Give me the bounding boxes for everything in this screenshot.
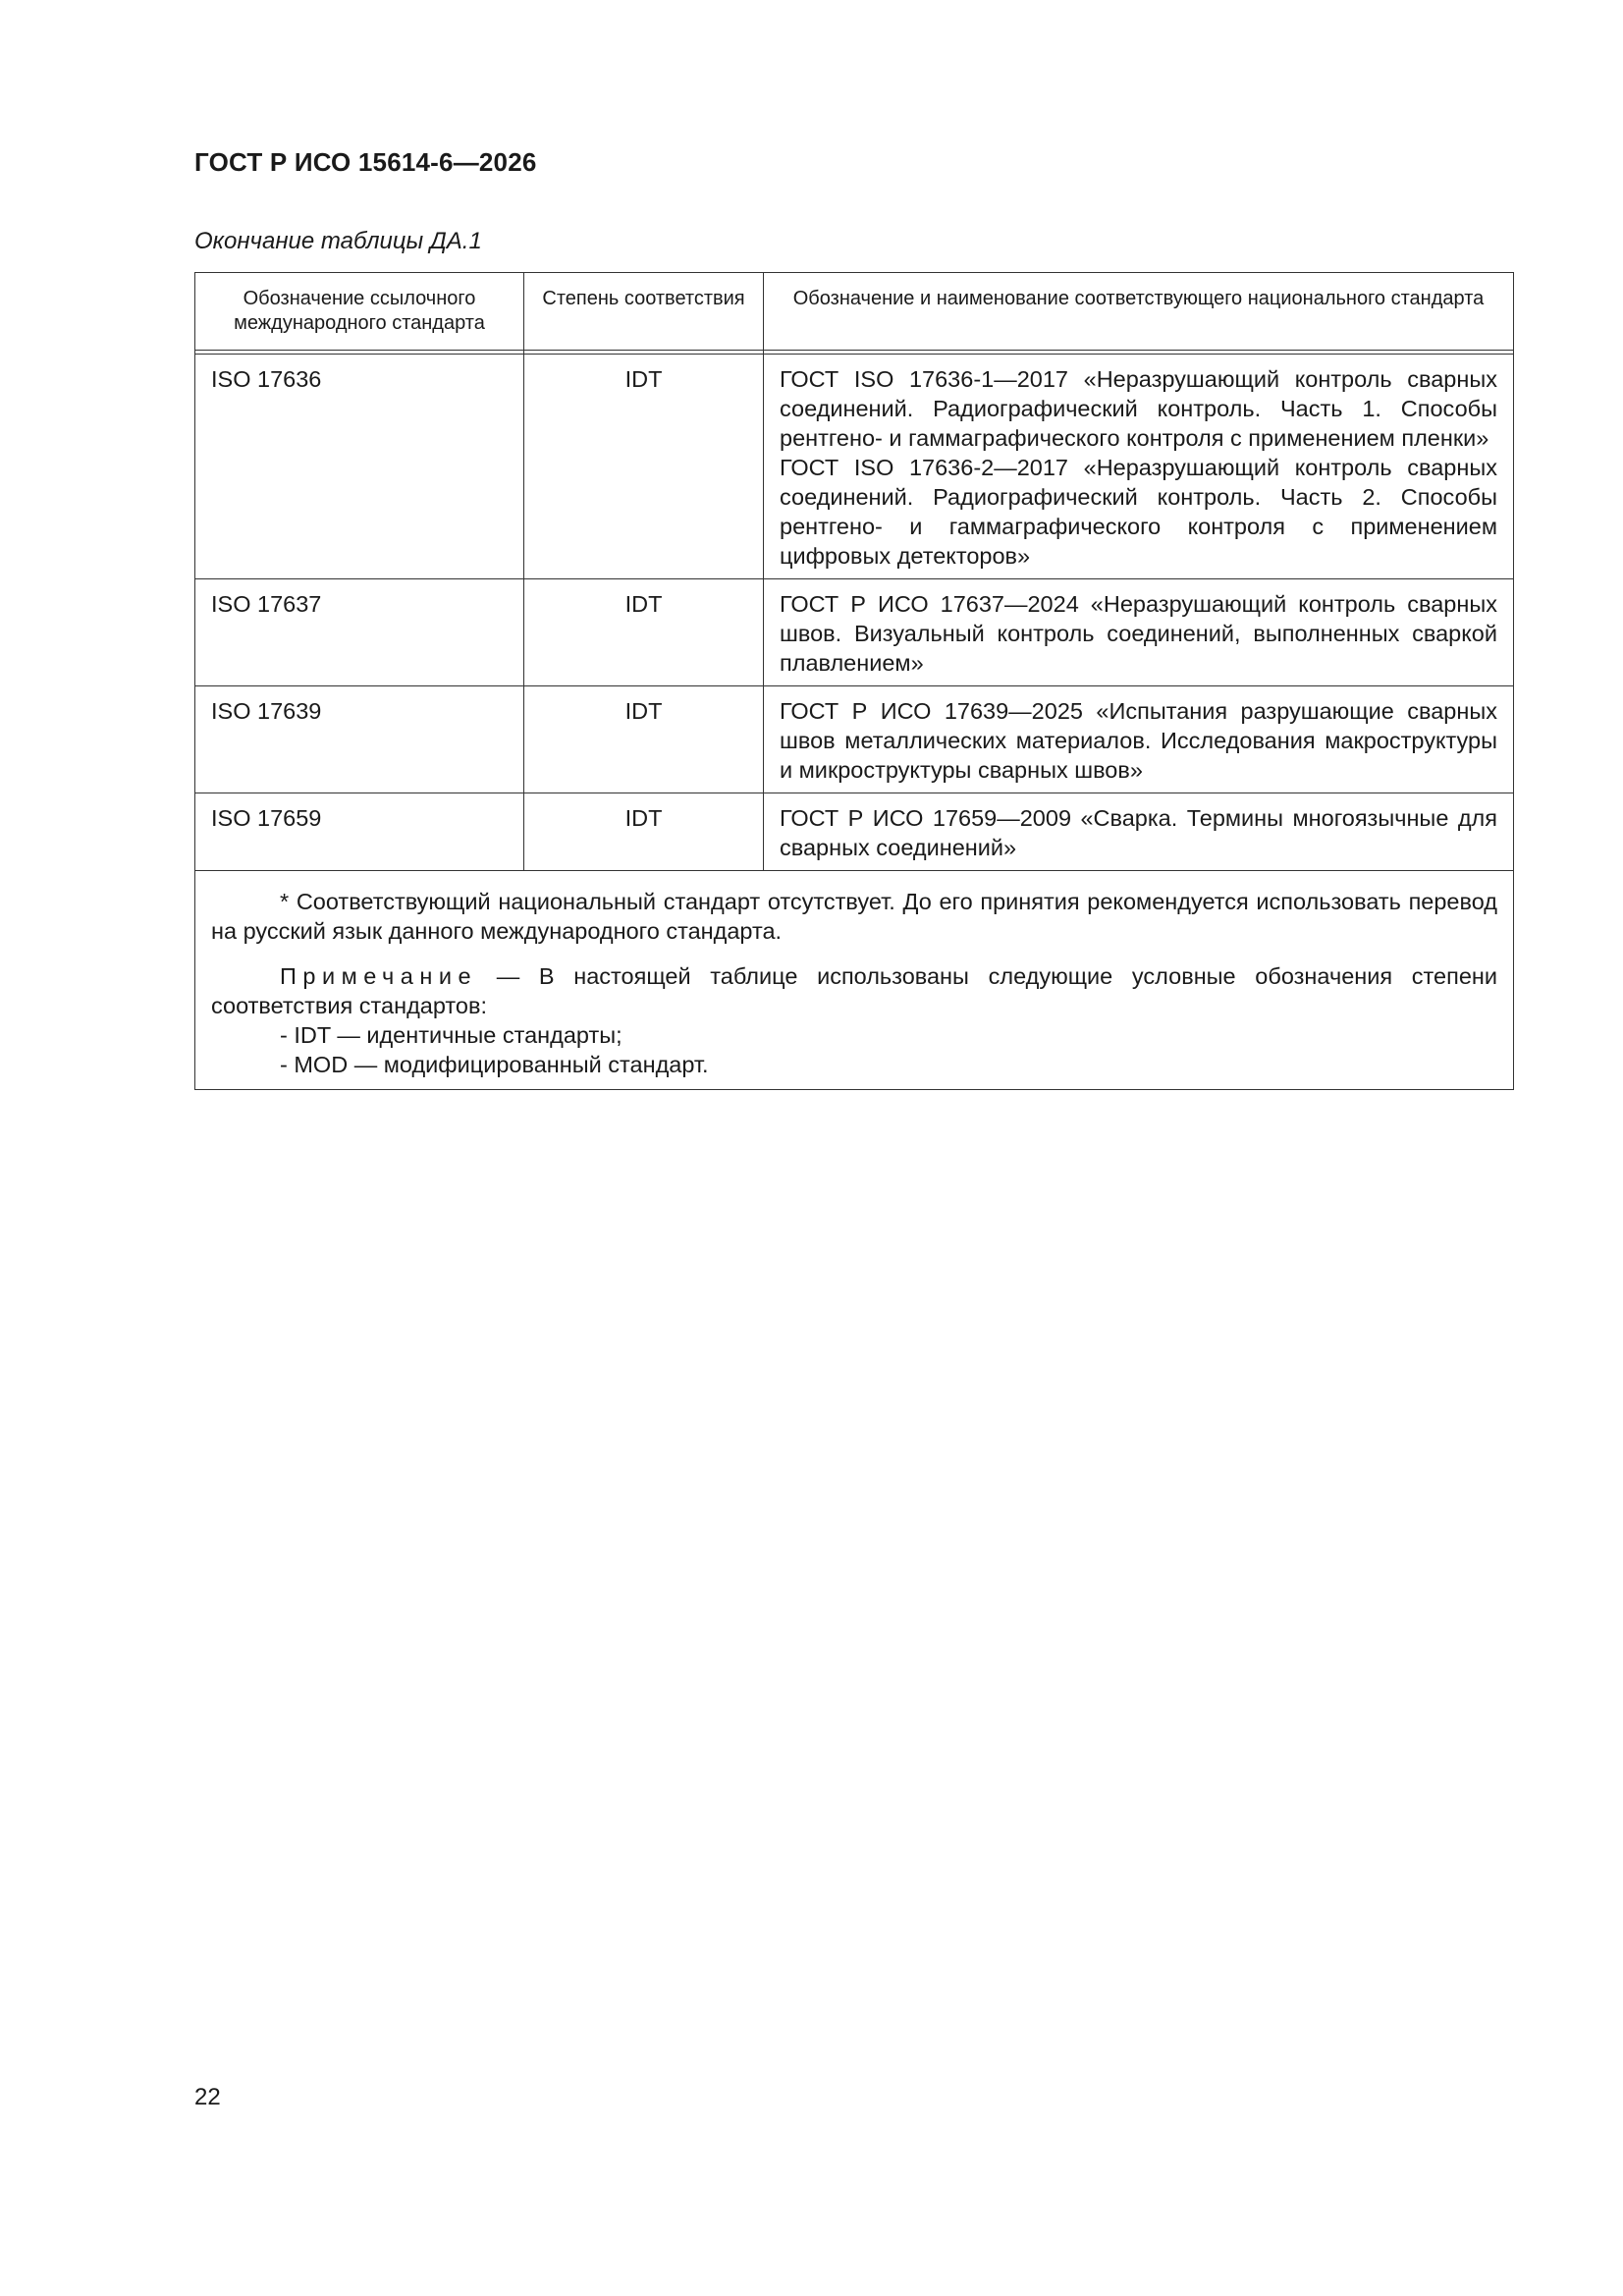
- note-list-item: - MOD — модифицированный стандарт.: [280, 1052, 709, 1077]
- table-footer-notes: [195, 871, 1514, 1090]
- note: [211, 961, 1497, 1020]
- national-standard-cell: [764, 579, 1514, 686]
- note-label: Примечание: [280, 963, 478, 989]
- page-number: 22: [194, 2084, 221, 2110]
- national-standard-entry: ГОСТ Р ИСО 17637—2024 «Неразрушающий контроль сварных швов. Визуальный контроль соединений, выполненных сваркой плавлением»: [780, 591, 1497, 676]
- national-standard-cell: [764, 355, 1514, 579]
- table-header-row: [195, 273, 1514, 351]
- note-text: — В настоящей таблице использованы следующие условные обозначения степени соответствия стандартов:: [211, 963, 1497, 1018]
- national-standard-entry: ГОСТ Р ИСО 17639—2025 «Испытания разрушающие сварных швов металлических материалов. Исследования макроструктуры и микроструктуры сварных швов»: [780, 698, 1497, 783]
- national-standard-entry: ГОСТ ISO 17636-1—2017 «Неразрушающий контроль сварных соединений. Радиографический контроль. Часть 1. Способы рентгено- и гаммаграфического контроля с применением пленки»: [780, 366, 1497, 451]
- document-code-header: ГОСТ Р ИСО 15614-6—2026: [194, 147, 537, 177]
- column-header-degree: Степень соответствия: [524, 273, 764, 351]
- table-row: [195, 793, 1514, 871]
- degree-of-correspondence: IDT: [524, 355, 764, 579]
- note-list-item: - IDT — идентичные стандарты;: [280, 1022, 622, 1048]
- column-header-international-standard: Обозначение ссылочного международного стандарта: [195, 273, 524, 351]
- degree-of-correspondence: IDT: [524, 686, 764, 793]
- national-standard-cell: [764, 686, 1514, 793]
- table-row: [195, 686, 1514, 793]
- international-standard-code: ISO 17636: [195, 355, 524, 579]
- international-standard-code: ISO 17637: [195, 579, 524, 686]
- reference-standards-table-container: [194, 272, 1513, 1090]
- column-header-national-standard: Обозначение и наименование соответствующего национального стандарта: [764, 273, 1514, 351]
- national-standard-entry: ГОСТ Р ИСО 17659—2009 «Сварка. Термины многоязычные для сварных соединений»: [780, 805, 1497, 860]
- table-footer-row: [195, 871, 1514, 1090]
- degree-of-correspondence: IDT: [524, 579, 764, 686]
- footnote: * Соответствующий национальный стандарт отсутствует. До его принятия рекомендуется использовать перевод на русский язык данного международного стандарта.: [211, 889, 1497, 944]
- national-standard-entry: ГОСТ ISO 17636-2—2017 «Неразрушающий контроль сварных соединений. Радиографический контроль. Часть 2. Способы рентгено- и гаммаграфического контроля с применением цифровых детекторов»: [780, 455, 1497, 569]
- international-standard-code: ISO 17639: [195, 686, 524, 793]
- national-standard-cell: [764, 793, 1514, 871]
- reference-standards-table: [194, 272, 1514, 1090]
- table-caption: Окончание таблицы ДА.1: [194, 228, 482, 254]
- table-row: [195, 579, 1514, 686]
- table-row: [195, 355, 1514, 579]
- degree-of-correspondence: IDT: [524, 793, 764, 871]
- international-standard-code: ISO 17659: [195, 793, 524, 871]
